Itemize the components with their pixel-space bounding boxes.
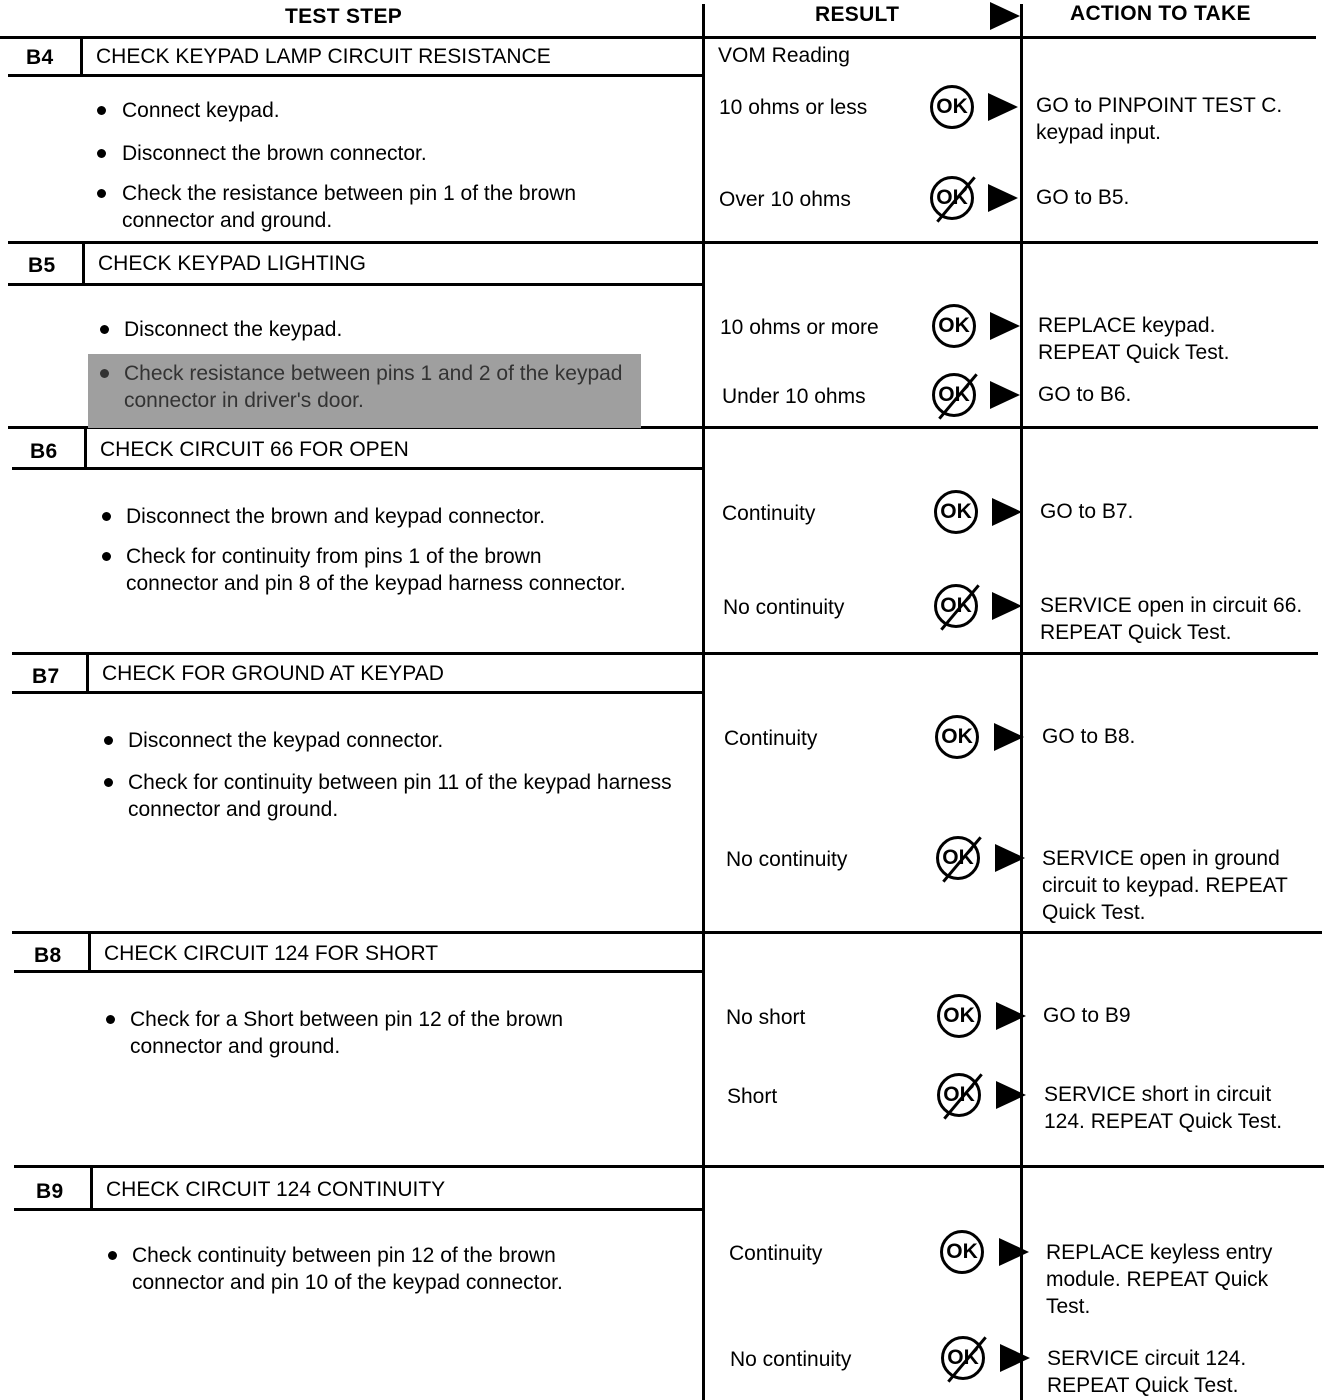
title-underline bbox=[14, 970, 704, 973]
step-id: B5 bbox=[28, 254, 56, 277]
result-label: No continuity bbox=[730, 1348, 852, 1371]
result-label: Continuity bbox=[722, 502, 816, 525]
result-heading: VOM Reading bbox=[718, 44, 850, 67]
result-label: Over 10 ohms bbox=[719, 188, 851, 211]
header-test-step: TEST STEP bbox=[285, 5, 403, 28]
title-underline bbox=[8, 74, 704, 77]
bullet-icon bbox=[104, 778, 113, 787]
column-divider-result bbox=[702, 4, 705, 1400]
step-id: B9 bbox=[36, 1180, 64, 1203]
title-underline bbox=[12, 467, 704, 470]
result-label: Under 10 ohms bbox=[722, 385, 866, 408]
action-text: SERVICE circuit 124. REPEAT Quick Test. bbox=[1047, 1347, 1247, 1397]
arrow-icon bbox=[990, 312, 1020, 340]
action-text: SERVICE open in ground circuit to keypad. REPEAT Quick Test. bbox=[1042, 847, 1288, 924]
action-text: SERVICE open in circuit 66. REPEAT Quick Test. bbox=[1040, 594, 1303, 644]
title-underline bbox=[8, 283, 704, 286]
id-cell-divider bbox=[90, 1167, 93, 1210]
step-instruction: Connect keypad. bbox=[122, 99, 280, 122]
not-ok-icon: OK bbox=[930, 176, 974, 220]
action-text: GO to B9 bbox=[1043, 1004, 1131, 1027]
arrow-icon bbox=[988, 184, 1018, 212]
ok-icon: OK bbox=[940, 1230, 984, 1274]
bullet-icon bbox=[97, 189, 106, 198]
id-cell-divider bbox=[86, 654, 89, 693]
step-instruction: Check for continuity between pin 11 of the keypad harness connector and ground. bbox=[128, 771, 672, 821]
id-cell-divider bbox=[80, 37, 83, 76]
section-separator bbox=[14, 1165, 1324, 1168]
step-instruction: Disconnect the keypad. bbox=[124, 318, 343, 341]
step-id: B7 bbox=[32, 665, 60, 688]
bullet-icon bbox=[108, 1251, 117, 1260]
step-instruction: Check resistance between pins 1 and 2 of the keypad connector in driver's door. bbox=[124, 362, 623, 412]
result-label: Continuity bbox=[729, 1242, 823, 1265]
step-instruction: Disconnect the brown and keypad connector. bbox=[126, 505, 546, 528]
bullet-icon bbox=[106, 1015, 115, 1024]
result-label: No short bbox=[726, 1006, 806, 1029]
result-label: No continuity bbox=[723, 596, 845, 619]
id-cell-divider bbox=[82, 243, 85, 285]
ok-icon: OK bbox=[932, 304, 976, 348]
bullet-icon bbox=[104, 736, 113, 745]
bullet-icon bbox=[97, 149, 106, 158]
header-result: RESULT bbox=[815, 3, 900, 26]
action-text: GO to B5. bbox=[1036, 186, 1130, 209]
step-instruction: Check for a Short between pin 12 of the brown connector and ground. bbox=[130, 1008, 564, 1058]
action-text: SERVICE short in circuit 124. REPEAT Quick Test. bbox=[1044, 1083, 1283, 1133]
header-arrow-icon bbox=[990, 2, 1020, 30]
step-title: CHECK FOR GROUND AT KEYPAD bbox=[102, 662, 444, 685]
not-ok-icon: OK bbox=[937, 1073, 981, 1117]
ok-icon: OK bbox=[930, 85, 974, 129]
arrow-icon bbox=[992, 592, 1022, 620]
action-text: REPLACE keypad. REPEAT Quick Test. bbox=[1038, 314, 1230, 364]
action-text: GO to B7. bbox=[1040, 500, 1134, 523]
arrow-icon bbox=[988, 93, 1018, 121]
action-text: GO to PINPOINT TEST C. keypad input. bbox=[1036, 94, 1283, 144]
step-instruction: Disconnect the brown connector. bbox=[122, 142, 427, 165]
bullet-icon bbox=[97, 106, 106, 115]
arrow-icon bbox=[995, 844, 1025, 872]
not-ok-icon: OK bbox=[936, 836, 980, 880]
result-label: Continuity bbox=[724, 727, 818, 750]
step-title: CHECK CIRCUIT 124 CONTINUITY bbox=[106, 1178, 446, 1201]
title-underline bbox=[14, 1208, 704, 1211]
ok-icon: OK bbox=[935, 715, 979, 759]
step-instruction: Check for continuity from pins 1 of the brown connector and pin 8 of the keypad harness connector. bbox=[126, 545, 626, 595]
id-cell-divider bbox=[84, 428, 87, 469]
action-text: GO to B8. bbox=[1042, 725, 1136, 748]
result-label: 10 ohms or less bbox=[719, 96, 868, 119]
arrow-icon bbox=[996, 1002, 1026, 1030]
id-cell-divider bbox=[88, 933, 91, 972]
arrow-icon bbox=[999, 1238, 1029, 1266]
arrow-icon bbox=[992, 498, 1022, 526]
ok-icon: OK bbox=[934, 490, 978, 534]
action-text: REPLACE keyless entry module. REPEAT Quick Test. bbox=[1046, 1241, 1273, 1318]
step-title: CHECK CIRCUIT 66 FOR OPEN bbox=[100, 438, 409, 461]
header-action: ACTION TO TAKE bbox=[1070, 2, 1251, 25]
result-label: No continuity bbox=[726, 848, 848, 871]
column-divider-action bbox=[1020, 4, 1023, 1400]
title-underline bbox=[12, 691, 704, 694]
step-instruction: Disconnect the keypad connector. bbox=[128, 729, 444, 752]
step-title: CHECK CIRCUIT 124 FOR SHORT bbox=[104, 942, 439, 965]
section-separator bbox=[8, 241, 1318, 244]
bullet-icon bbox=[100, 325, 109, 334]
step-title: CHECK KEYPAD LAMP CIRCUIT RESISTANCE bbox=[96, 45, 551, 68]
arrow-icon bbox=[994, 723, 1024, 751]
result-label: Short bbox=[727, 1085, 778, 1108]
step-id: B6 bbox=[30, 440, 58, 463]
action-text: GO to B6. bbox=[1038, 383, 1132, 406]
step-instruction: Check the resistance between pin 1 of the brown connector and ground. bbox=[122, 182, 577, 232]
result-label: 10 ohms or more bbox=[720, 316, 879, 339]
not-ok-icon: OK bbox=[934, 584, 978, 628]
step-title: CHECK KEYPAD LIGHTING bbox=[98, 252, 366, 275]
ok-icon: OK bbox=[937, 994, 981, 1038]
step-id: B8 bbox=[34, 944, 62, 967]
step-instruction: Check continuity between pin 12 of the brown connector and pin 10 of the keypad connector. bbox=[132, 1244, 563, 1294]
bullet-icon bbox=[102, 552, 111, 561]
arrow-icon bbox=[1000, 1344, 1030, 1372]
not-ok-icon: OK bbox=[932, 373, 976, 417]
arrow-icon bbox=[990, 381, 1020, 409]
arrow-icon bbox=[996, 1081, 1026, 1109]
step-id: B4 bbox=[26, 46, 54, 69]
bullet-icon bbox=[100, 369, 109, 378]
not-ok-icon: OK bbox=[941, 1336, 985, 1380]
section-separator bbox=[12, 652, 1318, 655]
header-rule bbox=[0, 36, 1316, 39]
section-separator bbox=[12, 931, 1322, 934]
bullet-icon bbox=[102, 512, 111, 521]
